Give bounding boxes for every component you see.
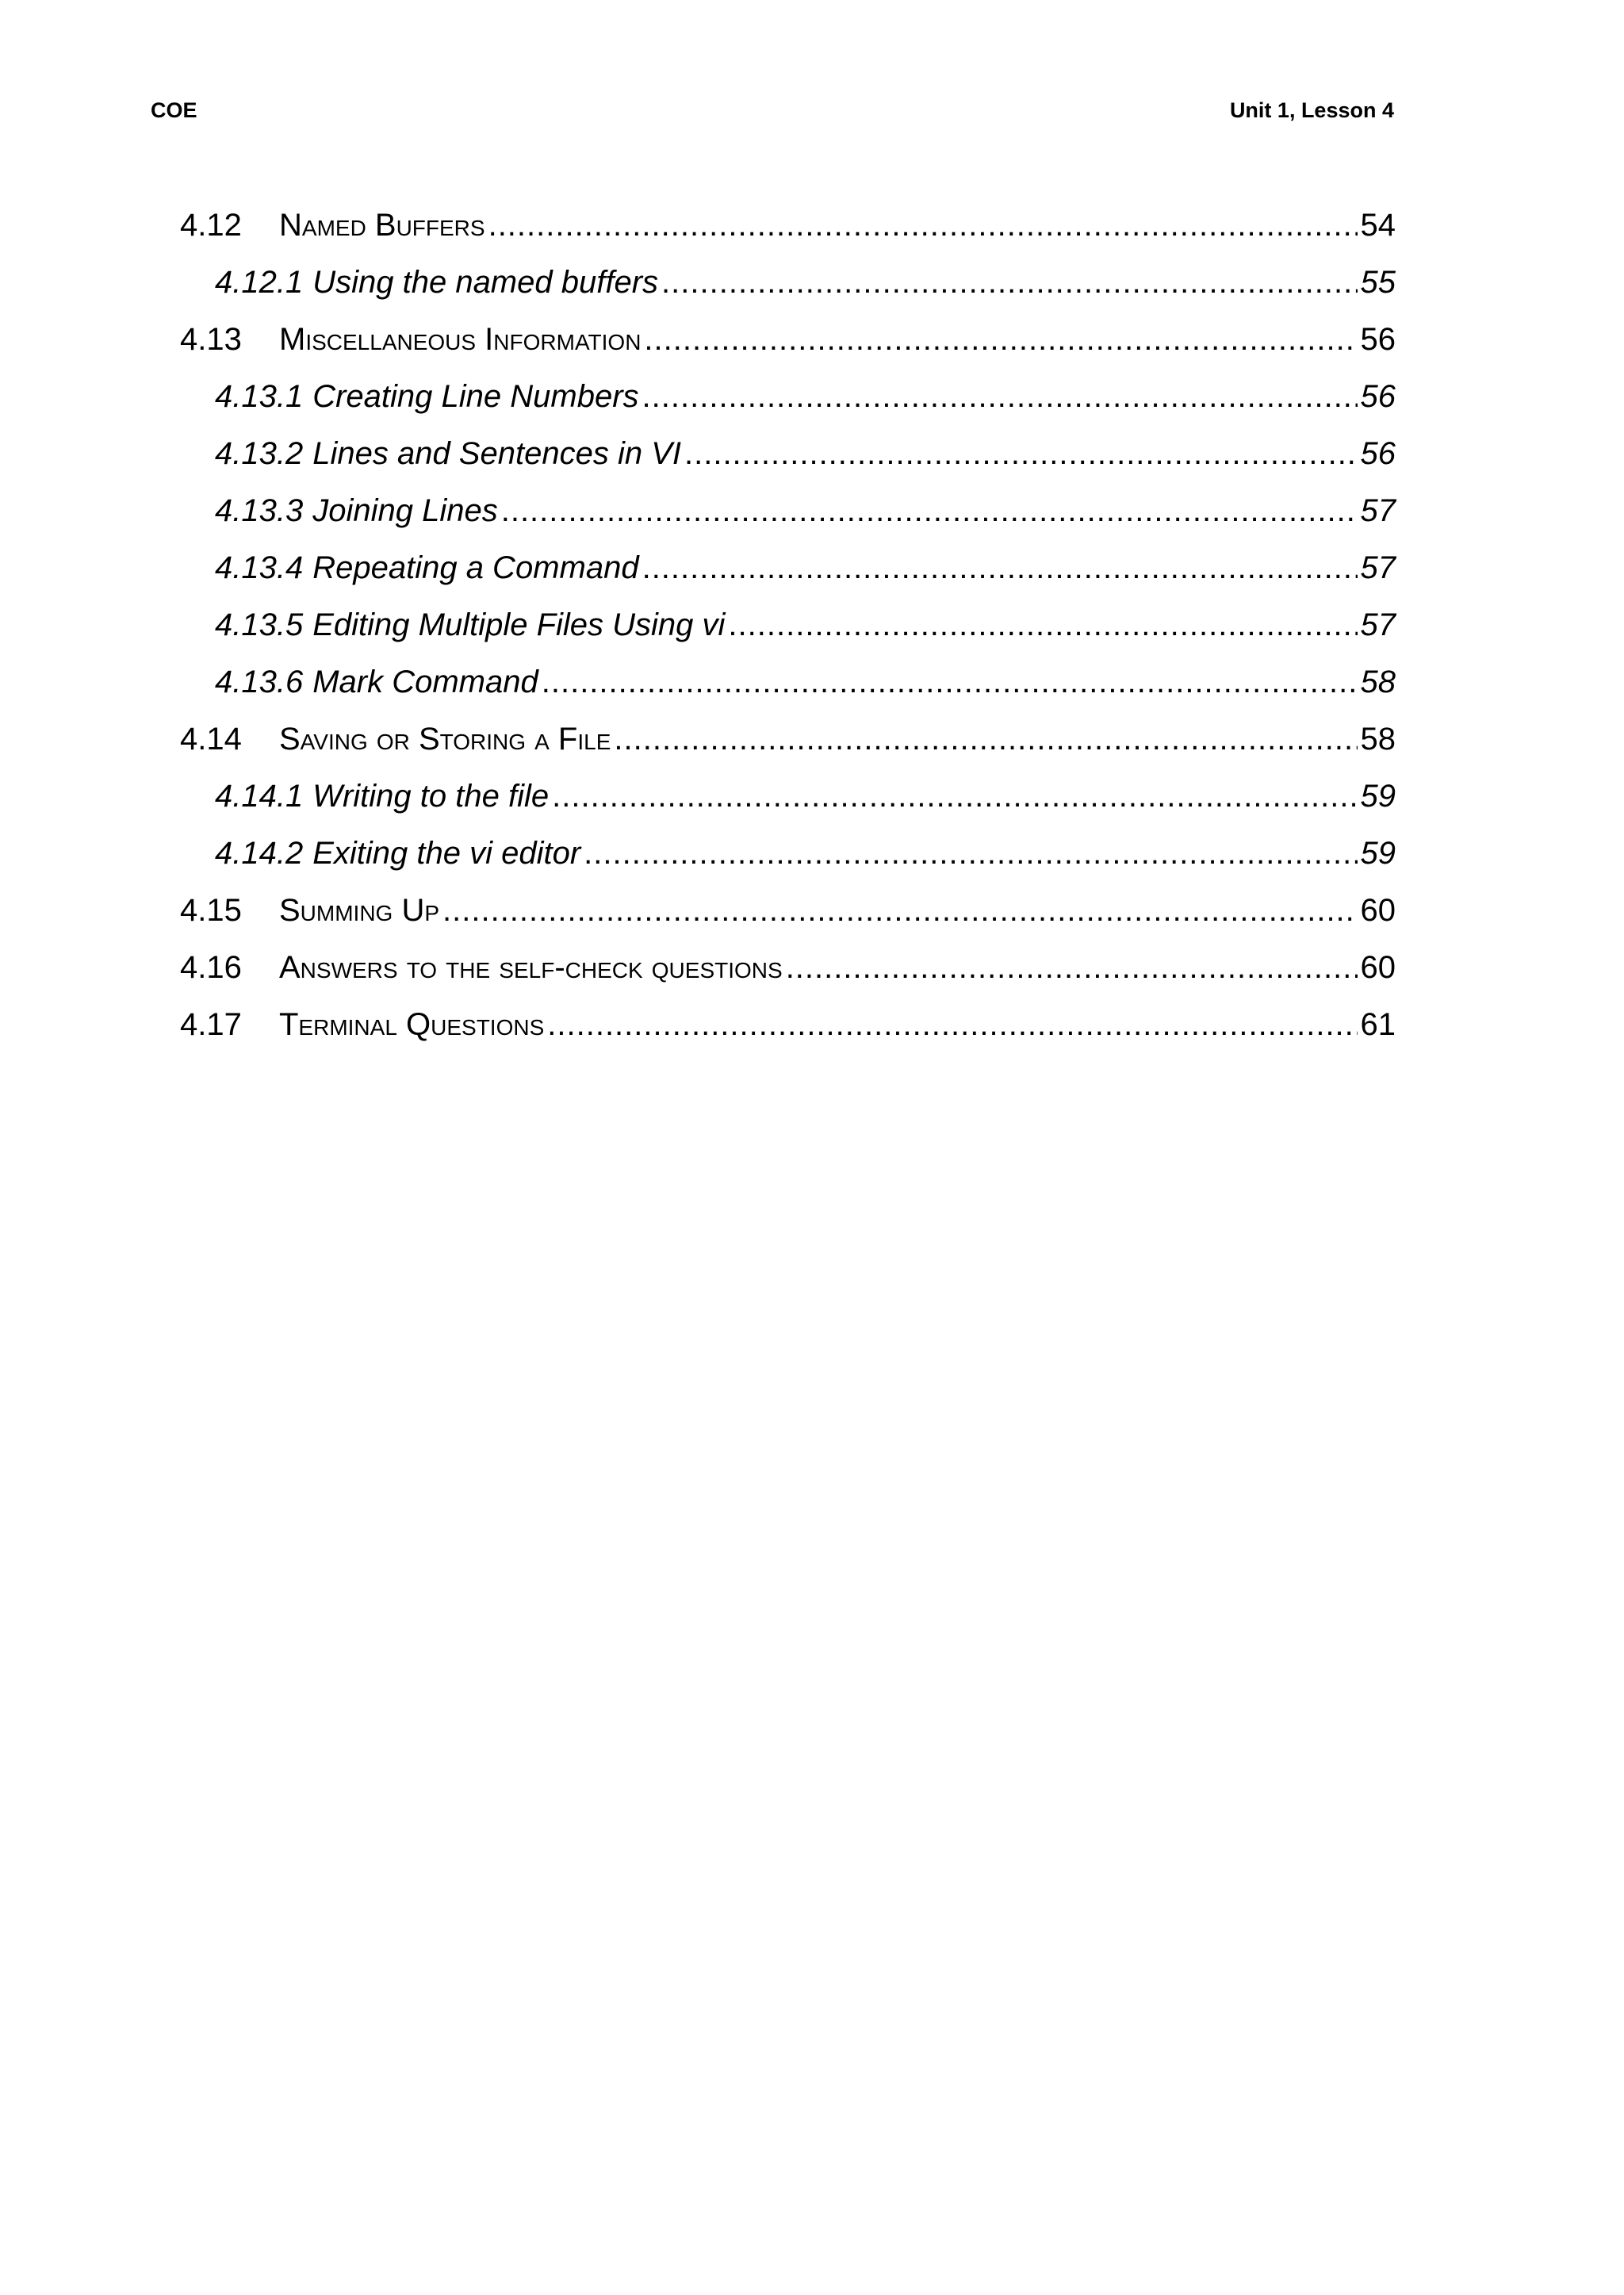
toc-entry-page: 56 (1360, 321, 1396, 357)
toc-entry-page: 60 (1360, 892, 1396, 928)
toc-entry-number: 4.14.2 (215, 835, 304, 871)
toc-entry-title: Joining Lines (312, 492, 498, 528)
table-of-contents (180, 197, 1396, 1053)
toc-entry[interactable] (180, 254, 1396, 311)
toc-entry[interactable] (180, 197, 1396, 254)
toc-entry-number: 4.12 (180, 207, 242, 243)
toc-entry[interactable] (180, 825, 1396, 882)
toc-entry[interactable] (180, 482, 1396, 539)
toc-entry-title: Exiting the vi editor (312, 835, 581, 871)
toc-entry-page: 54 (1360, 207, 1396, 243)
toc-dot-leader (684, 436, 1358, 472)
page-header (151, 98, 1394, 127)
toc-dot-leader (614, 722, 1357, 757)
toc-dot-leader (542, 665, 1358, 700)
toc-dot-leader (728, 607, 1357, 643)
header-unit-lesson: Unit 1, Lesson 4 (1229, 98, 1394, 122)
toc-entry-page: 56 (1360, 378, 1396, 414)
toc-entry-title: Lines and Sentences in VI (312, 435, 681, 471)
toc-entry-title: Miscellaneous Information (279, 321, 642, 357)
toc-entry-number: 4.14 (180, 721, 242, 757)
toc-entry[interactable] (180, 768, 1396, 825)
toc-entry-page: 60 (1360, 949, 1396, 985)
toc-entry-page: 58 (1360, 721, 1396, 757)
toc-entry-title: Repeating a Command (312, 550, 639, 585)
toc-entry-title: Using the named buffers (312, 264, 659, 300)
toc-entry-number: 4.13.4 (215, 550, 304, 585)
toc-entry-page: 56 (1360, 435, 1396, 471)
toc-dot-leader (642, 550, 1358, 586)
toc-entry-title: Terminal Questions (279, 1006, 545, 1042)
toc-entry-title: Writing to the file (312, 778, 550, 814)
toc-entry[interactable] (180, 596, 1396, 653)
toc-entry-number: 4.13.1 (215, 378, 304, 414)
toc-entry[interactable] (180, 311, 1396, 368)
toc-entry-page: 57 (1360, 550, 1396, 585)
toc-entry[interactable] (180, 882, 1396, 939)
toc-entry-title: Editing Multiple Files Using vi (312, 607, 726, 642)
toc-dot-leader (642, 379, 1358, 415)
toc-entry-page: 58 (1360, 664, 1396, 699)
toc-entry-number: 4.12.1 (215, 264, 304, 300)
toc-dot-leader (501, 493, 1358, 529)
toc-entry-number: 4.13 (180, 321, 242, 357)
toc-entry-title: Summing Up (279, 892, 440, 928)
toc-entry-number: 4.17 (180, 1006, 242, 1042)
toc-entry[interactable] (180, 653, 1396, 711)
toc-entry-number: 4.16 (180, 949, 242, 985)
toc-dot-leader (644, 322, 1357, 358)
toc-entry-page: 61 (1360, 1006, 1396, 1042)
toc-entry-number: 4.15 (180, 892, 242, 928)
toc-entry-page: 59 (1360, 835, 1396, 871)
toc-entry-title: Named Buffers (279, 207, 485, 243)
toc-dot-leader (547, 1007, 1357, 1043)
toc-entry-title: Saving or Storing a File (279, 721, 611, 757)
toc-entry-page: 55 (1360, 264, 1396, 300)
toc-entry-page: 57 (1360, 607, 1396, 642)
toc-entry[interactable] (180, 368, 1396, 425)
toc-dot-leader (488, 208, 1358, 243)
toc-entry-title: Answers to the self-check questions (279, 949, 783, 985)
toc-entry-page: 59 (1360, 778, 1396, 814)
toc-dot-leader (584, 836, 1357, 872)
header-course-code: COE (151, 98, 197, 122)
toc-dot-leader (661, 265, 1357, 301)
toc-entry-number: 4.13.6 (215, 664, 304, 699)
toc-dot-leader (442, 893, 1357, 929)
toc-entry[interactable] (180, 425, 1396, 482)
toc-entry-title: Mark Command (312, 664, 538, 699)
toc-entry[interactable] (180, 996, 1396, 1053)
toc-entry-number: 4.13.3 (215, 492, 304, 528)
toc-entry[interactable] (180, 539, 1396, 596)
toc-entry-title: Creating Line Numbers (312, 378, 639, 414)
toc-dot-leader (786, 950, 1358, 986)
toc-entry[interactable] (180, 711, 1396, 768)
toc-entry-number: 4.13.5 (215, 607, 304, 642)
toc-entry-number: 4.13.2 (215, 435, 304, 471)
toc-entry[interactable] (180, 939, 1396, 996)
toc-entry-number: 4.14.1 (215, 778, 304, 814)
toc-dot-leader (552, 779, 1357, 814)
toc-entry-page: 57 (1360, 492, 1396, 528)
